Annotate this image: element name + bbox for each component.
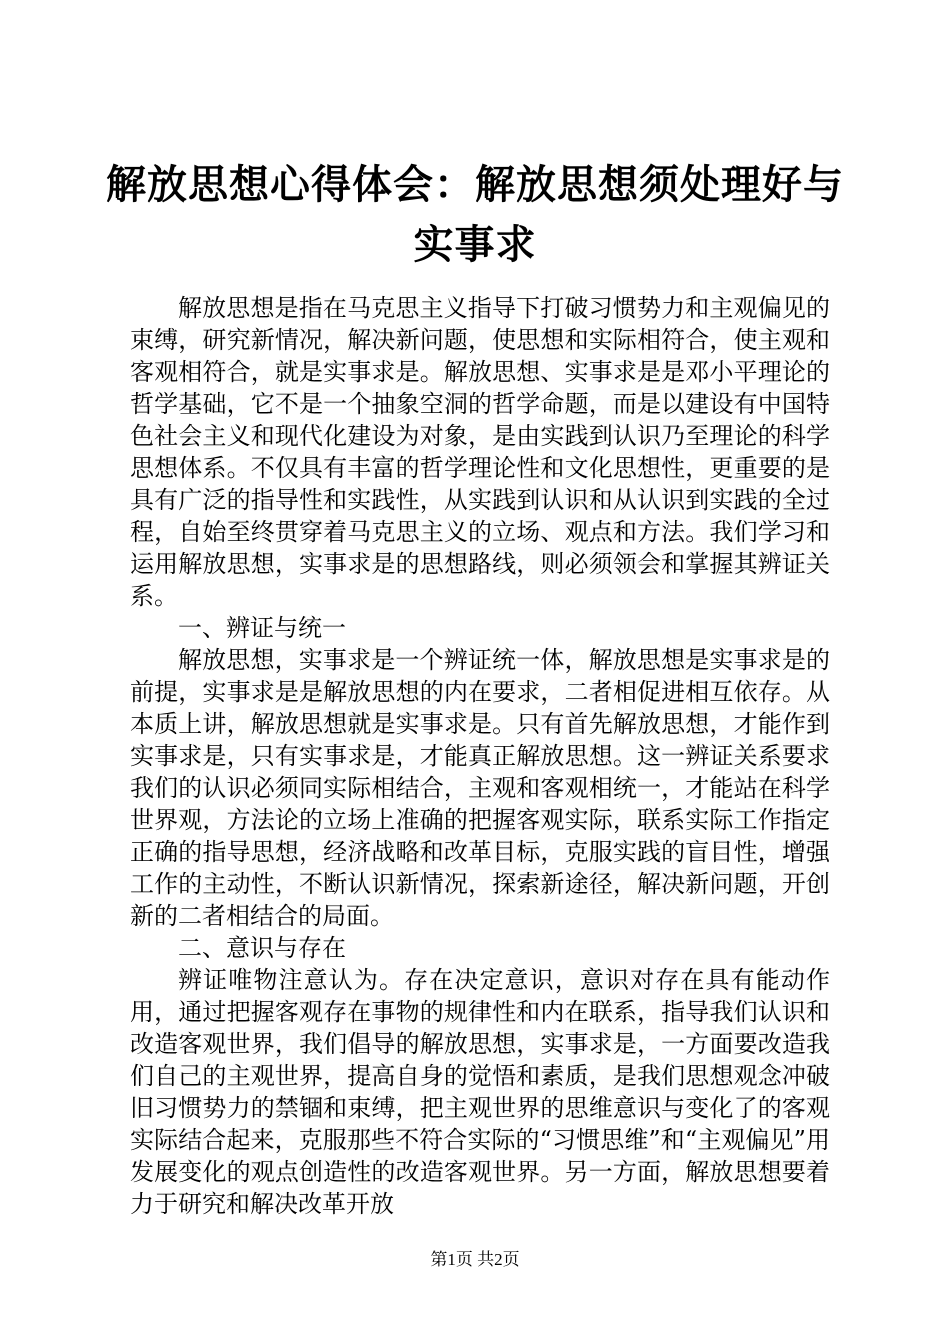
paragraph-section-2: 辨证唯物注意认为。存在决定意识，意识对存在具有能动作用，通过把握客观存在事物的规律性和内在联系，指导我们认识和改造客观世界，我们倡导的解放思想，实事求是，一方面要改造我们自己的主观世界，提高自身的觉悟和素质，是我们思想观念冲破旧习惯势力的禁锢和束缚，把主观世界的思维意识与变化了的客观实际结合起来，克服那些不符合实际的“习惯思维”和“主观偏见”用发展变化的观点创造性的改造客观世界。另一方面，解放思想要着力于研究和解决改革开放 bbox=[130, 966, 830, 1218]
page-number-footer: 第1页 共2页 bbox=[430, 1250, 520, 1269]
section-heading-1: 一、辨证与统一 bbox=[178, 614, 346, 642]
paragraph-section-1: 解放思想，实事求是一个辨证统一体，解放思想是实事求是的前提，实事求是是解放思想的内在要求，二者相促进相互依存。从本质上讲，解放思想就是实事求是。只有首先解放思想，才能作到实事求是，只有实事求是，才能真正解放思想。这一辨证关系要求我们的认识必须同实际相结合，主观和客观相统一，才能站在科学世界观，方法论的立场上准确的把握客观实际，联系实际工作指定正确的指导思想，经济战略和改革目标，克服实践的盲目性，增强工作的主动性，不断认识新情况，探索新途径，解决新问题，开创新的二者相结合的局面。 bbox=[130, 646, 830, 930]
section-heading-2: 二、意识与存在 bbox=[178, 934, 346, 962]
document-title: 解放思想心得体会：解放思想须处理好与实事求 bbox=[106, 161, 844, 268]
paragraph-intro: 解放思想是指在马克思主义指导下打破习惯势力和主观偏见的束缚，研究新情况，解决新问题，使思想和实际相符合，使主观和客观相符合，就是实事求是。解放思想、实事求是是邓小平理论的哲学基础，它不是一个抽象空洞的哲学命题，而是以建设有中国特色社会主义和现代化建设为对象，是由实践到认识乃至理论的科学思想体系。不仅具有丰富的哲学理论性和文化思想性，更重要的是具有广泛的指导性和实践性，从实践到认识和从认识到实践的全过程，自始至终贯穿着马克思主义的立场、观点和方法。我们学习和运用解放思想，实事求是的思想路线，则必须领会和掌握其辨证关系。 bbox=[130, 294, 830, 610]
document-body bbox=[130, 292, 830, 1220]
